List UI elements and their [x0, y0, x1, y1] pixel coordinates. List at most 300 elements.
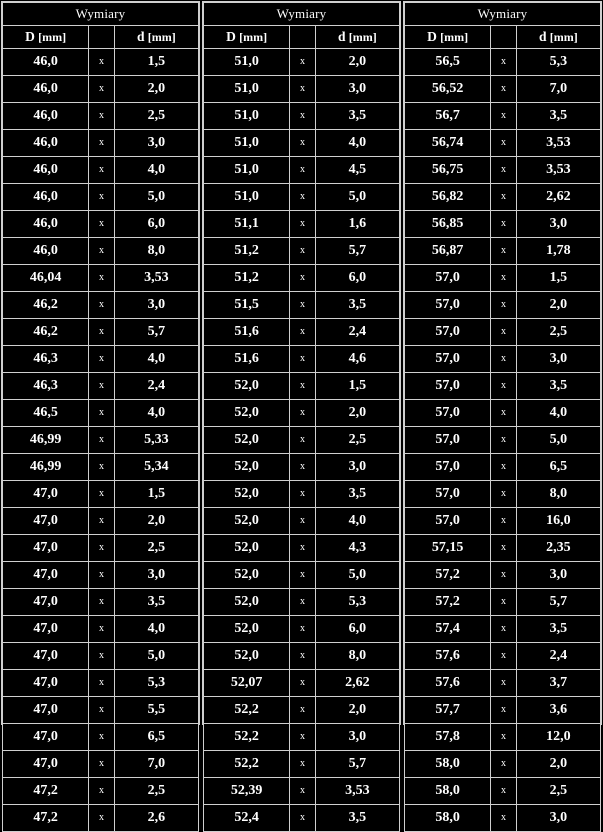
table-row — [204, 805, 400, 832]
cell-D: 51,0 — [204, 184, 290, 211]
cell-separator: x — [89, 616, 114, 643]
table-column-header-row — [3, 26, 199, 49]
table-row — [405, 49, 601, 76]
cell-d: 3,0 — [114, 562, 198, 589]
table-row — [405, 184, 601, 211]
cell-separator: x — [89, 157, 114, 184]
cell-D: 46,0 — [3, 103, 89, 130]
cell-D: 46,5 — [3, 400, 89, 427]
cell-d: 2,0 — [315, 400, 399, 427]
cell-separator: x — [290, 751, 315, 778]
cell-D: 57,8 — [405, 724, 491, 751]
cell-separator: x — [491, 724, 516, 751]
cell-D: 52,0 — [204, 373, 290, 400]
table-row — [405, 724, 601, 751]
cell-d: 3,5 — [315, 292, 399, 319]
table-row — [204, 265, 400, 292]
cell-D: 51,1 — [204, 211, 290, 238]
cell-d: 2,5 — [516, 778, 600, 805]
table-row — [3, 427, 199, 454]
cell-d: 4,3 — [315, 535, 399, 562]
table-row — [204, 535, 400, 562]
cell-separator: x — [290, 103, 315, 130]
cell-separator: x — [491, 346, 516, 373]
cell-D: 47,2 — [3, 778, 89, 805]
cell-separator: x — [89, 454, 114, 481]
table-row — [204, 238, 400, 265]
table-row — [405, 211, 601, 238]
cell-separator: x — [290, 589, 315, 616]
cell-D: 51,6 — [204, 319, 290, 346]
table-row — [405, 481, 601, 508]
cell-d: 4,0 — [315, 130, 399, 157]
table-row — [204, 319, 400, 346]
cell-separator: x — [290, 238, 315, 265]
cell-d: 3,53 — [516, 130, 600, 157]
cell-d: 1,5 — [114, 481, 198, 508]
cell-separator: x — [491, 751, 516, 778]
cell-separator: x — [89, 643, 114, 670]
cell-separator: x — [290, 157, 315, 184]
cell-d: 8,0 — [516, 481, 600, 508]
cell-d: 3,5 — [315, 103, 399, 130]
cell-d: 5,7 — [114, 319, 198, 346]
table-row — [204, 400, 400, 427]
column-header-separator — [89, 26, 114, 49]
cell-d: 2,35 — [516, 535, 600, 562]
column-header-inner-diameter — [516, 26, 600, 49]
cell-separator: x — [290, 481, 315, 508]
cell-d: 5,3 — [114, 670, 198, 697]
cell-d: 6,0 — [315, 616, 399, 643]
cell-D: 46,0 — [3, 130, 89, 157]
table-row — [3, 76, 199, 103]
table-row — [405, 238, 601, 265]
column-symbol: D — [25, 29, 35, 44]
cell-separator: x — [491, 319, 516, 346]
table-row — [405, 427, 601, 454]
cell-separator: x — [290, 211, 315, 238]
cell-d: 2,4 — [315, 319, 399, 346]
table-row — [405, 805, 601, 832]
cell-separator: x — [491, 778, 516, 805]
cell-D: 51,0 — [204, 157, 290, 184]
cell-D: 47,0 — [3, 616, 89, 643]
cell-separator: x — [290, 76, 315, 103]
cell-separator: x — [290, 535, 315, 562]
cell-D: 46,3 — [3, 373, 89, 400]
cell-D: 56,75 — [405, 157, 491, 184]
cell-D: 51,0 — [204, 130, 290, 157]
table-row — [405, 373, 601, 400]
cell-separator: x — [290, 373, 315, 400]
cell-D: 46,0 — [3, 49, 89, 76]
cell-D: 57,6 — [405, 670, 491, 697]
cell-D: 46,99 — [3, 427, 89, 454]
cell-D: 52,0 — [204, 400, 290, 427]
cell-D: 46,2 — [3, 292, 89, 319]
cell-d: 7,0 — [516, 76, 600, 103]
cell-D: 52,39 — [204, 778, 290, 805]
dimensions-table-1 — [1, 1, 200, 825]
cell-D: 57,0 — [405, 481, 491, 508]
column-unit: [mm] — [549, 30, 578, 44]
cell-d: 5,5 — [114, 697, 198, 724]
cell-d: 3,5 — [516, 373, 600, 400]
cell-separator: x — [89, 670, 114, 697]
table-row — [405, 292, 601, 319]
cell-d: 16,0 — [516, 508, 600, 535]
cell-d: 2,62 — [315, 670, 399, 697]
dimensions-table-2 — [202, 1, 401, 825]
cell-d: 3,7 — [516, 670, 600, 697]
cell-d: 1,78 — [516, 238, 600, 265]
table-row — [3, 481, 199, 508]
cell-D: 51,0 — [204, 76, 290, 103]
cell-D: 56,85 — [405, 211, 491, 238]
column-header-outer-diameter — [405, 26, 491, 49]
table-row — [405, 265, 601, 292]
column-header-separator — [491, 26, 516, 49]
table-row — [204, 427, 400, 454]
table-column-header-row — [204, 26, 400, 49]
table-row — [3, 103, 199, 130]
column-header-outer-diameter — [204, 26, 290, 49]
table-row — [204, 130, 400, 157]
cell-d: 7,0 — [114, 751, 198, 778]
column-header-inner-diameter — [315, 26, 399, 49]
table-row — [405, 697, 601, 724]
table-row — [204, 211, 400, 238]
cell-separator: x — [89, 508, 114, 535]
cell-d: 2,0 — [516, 751, 600, 778]
cell-d: 5,0 — [114, 643, 198, 670]
cell-separator: x — [491, 481, 516, 508]
cell-D: 52,0 — [204, 589, 290, 616]
cell-D: 52,0 — [204, 535, 290, 562]
table-row — [3, 589, 199, 616]
cell-d: 4,0 — [114, 346, 198, 373]
cell-d: 5,3 — [315, 589, 399, 616]
group-header-label: Wymiary — [204, 3, 400, 26]
cell-d: 3,5 — [516, 616, 600, 643]
cell-separator: x — [491, 454, 516, 481]
cell-separator: x — [290, 427, 315, 454]
cell-d: 3,0 — [516, 805, 600, 832]
cell-separator: x — [491, 535, 516, 562]
cell-separator: x — [290, 562, 315, 589]
table-row — [3, 697, 199, 724]
cell-D: 46,0 — [3, 76, 89, 103]
table-row — [405, 454, 601, 481]
cell-d: 5,7 — [315, 751, 399, 778]
cell-separator: x — [89, 103, 114, 130]
cell-separator: x — [290, 130, 315, 157]
cell-d: 3,0 — [315, 724, 399, 751]
cell-d: 3,0 — [516, 346, 600, 373]
table-row — [405, 589, 601, 616]
cell-separator: x — [290, 643, 315, 670]
column-header-separator — [290, 26, 315, 49]
cell-separator: x — [290, 724, 315, 751]
cell-D: 57,15 — [405, 535, 491, 562]
cell-separator: x — [89, 535, 114, 562]
cell-d: 4,0 — [114, 616, 198, 643]
cell-d: 6,5 — [516, 454, 600, 481]
group-header-label: Wymiary — [405, 3, 601, 26]
cell-separator: x — [89, 751, 114, 778]
cell-separator: x — [491, 508, 516, 535]
cell-D: 56,82 — [405, 184, 491, 211]
cell-separator: x — [491, 292, 516, 319]
cell-separator: x — [89, 724, 114, 751]
cell-D: 47,0 — [3, 481, 89, 508]
cell-d: 4,6 — [315, 346, 399, 373]
table-row — [3, 805, 199, 832]
cell-d: 2,5 — [315, 427, 399, 454]
table-row — [405, 508, 601, 535]
cell-D: 57,4 — [405, 616, 491, 643]
cell-separator: x — [491, 103, 516, 130]
cell-separator: x — [290, 697, 315, 724]
cell-separator: x — [491, 616, 516, 643]
cell-d: 5,34 — [114, 454, 198, 481]
table-row — [3, 454, 199, 481]
table-row — [3, 292, 199, 319]
table-row — [204, 76, 400, 103]
column-unit: [mm] — [239, 30, 268, 44]
cell-D: 56,5 — [405, 49, 491, 76]
cell-D: 46,0 — [3, 211, 89, 238]
table-row — [405, 157, 601, 184]
cell-D: 46,0 — [3, 184, 89, 211]
cell-d: 5,0 — [315, 562, 399, 589]
cell-separator: x — [89, 49, 114, 76]
cell-separator: x — [491, 670, 516, 697]
table-row — [204, 643, 400, 670]
group-header-label: Wymiary — [3, 3, 199, 26]
table-row — [3, 643, 199, 670]
cell-separator: x — [491, 643, 516, 670]
cell-D: 47,0 — [3, 697, 89, 724]
cell-D: 57,0 — [405, 265, 491, 292]
cell-D: 47,0 — [3, 508, 89, 535]
table-row — [204, 292, 400, 319]
cell-separator: x — [89, 778, 114, 805]
cell-D: 51,6 — [204, 346, 290, 373]
cell-separator: x — [491, 211, 516, 238]
cell-D: 46,2 — [3, 319, 89, 346]
cell-d: 3,0 — [315, 454, 399, 481]
table-group-header-row — [3, 3, 199, 26]
cell-separator: x — [491, 697, 516, 724]
cell-separator: x — [290, 400, 315, 427]
column-unit: [mm] — [440, 30, 469, 44]
cell-d: 4,0 — [114, 157, 198, 184]
cell-D: 52,0 — [204, 454, 290, 481]
cell-D: 57,0 — [405, 400, 491, 427]
cell-separator: x — [290, 346, 315, 373]
table-row — [3, 265, 199, 292]
cell-d: 5,0 — [516, 427, 600, 454]
table-row — [405, 346, 601, 373]
cell-d: 4,0 — [516, 400, 600, 427]
table-row — [3, 130, 199, 157]
cell-D: 57,2 — [405, 562, 491, 589]
table-row — [405, 535, 601, 562]
table-row — [204, 103, 400, 130]
table-row — [3, 616, 199, 643]
table-row — [3, 562, 199, 589]
cell-separator: x — [290, 292, 315, 319]
cell-d: 2,0 — [114, 508, 198, 535]
cell-separator: x — [89, 481, 114, 508]
cell-d: 8,0 — [315, 643, 399, 670]
cell-D: 47,0 — [3, 562, 89, 589]
table-row — [3, 373, 199, 400]
cell-d: 3,5 — [516, 103, 600, 130]
cell-D: 52,2 — [204, 697, 290, 724]
cell-separator: x — [491, 805, 516, 832]
cell-D: 52,4 — [204, 805, 290, 832]
cell-d: 2,6 — [114, 805, 198, 832]
cell-separator: x — [89, 319, 114, 346]
cell-d: 5,7 — [315, 238, 399, 265]
table-row — [204, 184, 400, 211]
cell-d: 3,0 — [114, 292, 198, 319]
cell-d: 3,0 — [516, 211, 600, 238]
table-row — [3, 184, 199, 211]
cell-separator: x — [89, 130, 114, 157]
table-group-header-row — [405, 3, 601, 26]
cell-D: 47,0 — [3, 589, 89, 616]
cell-D: 47,0 — [3, 643, 89, 670]
table-row — [3, 508, 199, 535]
cell-separator: x — [89, 265, 114, 292]
cell-D: 57,0 — [405, 508, 491, 535]
cell-separator: x — [491, 427, 516, 454]
table-row — [3, 49, 199, 76]
table-row — [204, 724, 400, 751]
cell-D: 57,0 — [405, 319, 491, 346]
cell-D: 46,0 — [3, 238, 89, 265]
cell-D: 51,0 — [204, 103, 290, 130]
cell-separator: x — [491, 400, 516, 427]
cell-d: 6,0 — [315, 265, 399, 292]
cell-D: 56,74 — [405, 130, 491, 157]
table-row — [3, 346, 199, 373]
table-row — [405, 130, 601, 157]
cell-separator: x — [89, 346, 114, 373]
cell-separator: x — [89, 238, 114, 265]
table-group-header-row — [204, 3, 400, 26]
cell-D: 58,0 — [405, 778, 491, 805]
cell-separator: x — [89, 292, 114, 319]
cell-D: 52,2 — [204, 751, 290, 778]
dimensions-table-3 — [403, 1, 602, 825]
cell-separator: x — [89, 76, 114, 103]
cell-separator: x — [290, 805, 315, 832]
cell-d: 2,4 — [516, 643, 600, 670]
cell-d: 3,5 — [114, 589, 198, 616]
table-row — [405, 319, 601, 346]
table-body-2 — [204, 49, 400, 832]
cell-d: 6,0 — [114, 211, 198, 238]
cell-d: 2,0 — [114, 76, 198, 103]
cell-d: 2,5 — [114, 535, 198, 562]
cell-separator: x — [290, 616, 315, 643]
table-row — [204, 373, 400, 400]
table-row — [204, 157, 400, 184]
cell-D: 52,0 — [204, 616, 290, 643]
cell-D: 57,6 — [405, 643, 491, 670]
cell-separator: x — [290, 49, 315, 76]
cell-separator: x — [290, 454, 315, 481]
column-header-inner-diameter — [114, 26, 198, 49]
table-column-header-row — [405, 26, 601, 49]
cell-separator: x — [491, 184, 516, 211]
column-symbol: d — [136, 29, 145, 44]
column-unit: [mm] — [38, 30, 67, 44]
table-row — [204, 454, 400, 481]
cell-separator: x — [89, 400, 114, 427]
cell-d: 12,0 — [516, 724, 600, 751]
column-header-outer-diameter — [3, 26, 89, 49]
cell-d: 2,0 — [315, 49, 399, 76]
cell-D: 46,99 — [3, 454, 89, 481]
table-row — [204, 778, 400, 805]
cell-D: 47,0 — [3, 751, 89, 778]
table-row — [3, 670, 199, 697]
cell-separator: x — [491, 49, 516, 76]
cell-D: 57,0 — [405, 373, 491, 400]
column-unit: [mm] — [348, 30, 377, 44]
cell-D: 57,2 — [405, 589, 491, 616]
cell-separator: x — [89, 562, 114, 589]
cell-D: 51,2 — [204, 265, 290, 292]
table-row — [204, 670, 400, 697]
cell-d: 2,5 — [114, 103, 198, 130]
column-symbol: d — [337, 29, 346, 44]
cell-d: 2,0 — [315, 697, 399, 724]
table-row — [405, 76, 601, 103]
cell-separator: x — [89, 184, 114, 211]
cell-d: 5,7 — [516, 589, 600, 616]
cell-d: 4,0 — [114, 400, 198, 427]
cell-D: 51,5 — [204, 292, 290, 319]
table-row — [3, 535, 199, 562]
cell-d: 1,5 — [516, 265, 600, 292]
cell-separator: x — [290, 778, 315, 805]
cell-separator: x — [491, 157, 516, 184]
cell-D: 57,0 — [405, 454, 491, 481]
cell-d: 6,5 — [114, 724, 198, 751]
cell-d: 4,0 — [315, 508, 399, 535]
cell-D: 58,0 — [405, 805, 491, 832]
cell-separator: x — [89, 373, 114, 400]
cell-separator: x — [89, 805, 114, 832]
table-row — [204, 751, 400, 778]
table-row — [204, 508, 400, 535]
cell-d: 3,53 — [315, 778, 399, 805]
cell-D: 52,0 — [204, 481, 290, 508]
table-row — [405, 616, 601, 643]
table-row — [3, 157, 199, 184]
cell-separator: x — [89, 589, 114, 616]
table-row — [405, 562, 601, 589]
cell-d: 5,0 — [315, 184, 399, 211]
table-row — [405, 400, 601, 427]
